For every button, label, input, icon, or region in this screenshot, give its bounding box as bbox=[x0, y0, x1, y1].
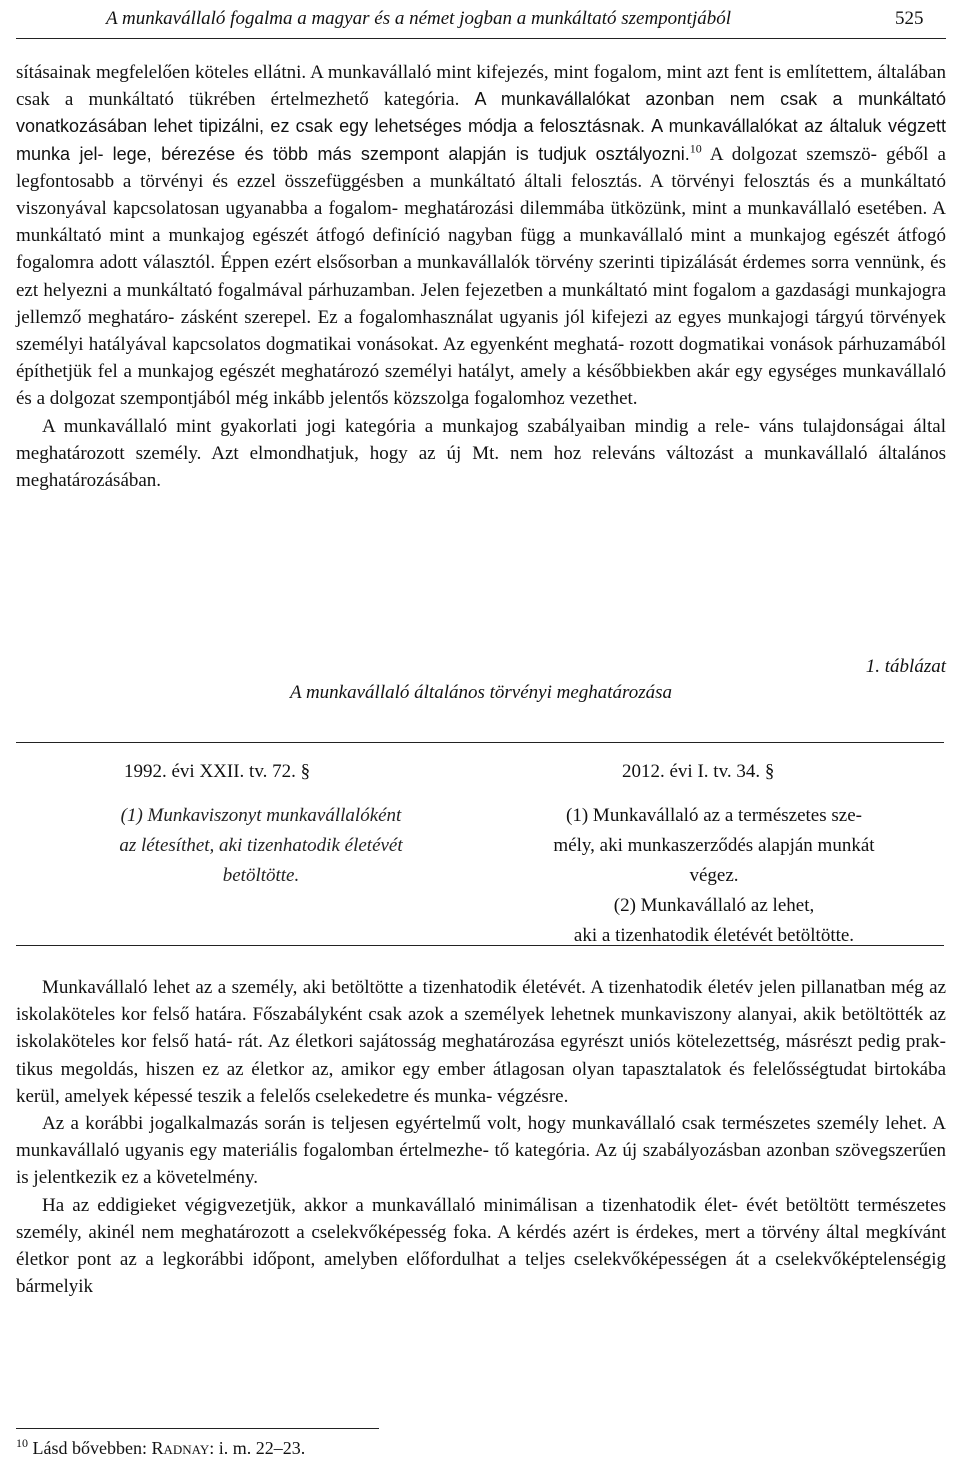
page-number: 525 bbox=[895, 8, 924, 29]
line: amelyben előfordulhat a teljes cselekvőképességen át a cselekvőképtelenségig bármelyik bbox=[16, 1249, 946, 1298]
table-cell-2012 bbox=[494, 801, 934, 951]
line: átfogó fogalomra adott választól. Éppen ezért elsősorban a munkavállalók törvény szerinti bbox=[16, 225, 947, 274]
line: releváns változást a munkavállaló általános meghatározásában. bbox=[16, 442, 946, 492]
body-text-bottom bbox=[16, 974, 946, 1300]
cell-line: mély, aki munkaszerződés alapján munkát bbox=[553, 835, 875, 856]
line: felelősségtudat birtokába kerül, amelyek képessé teszik a felelős cselekedetre és munka- bbox=[16, 1058, 947, 1107]
line: rozott dogmatikai vonások párhuzamából építhetjük fel a munkajog egészét meghatározó bbox=[16, 334, 946, 383]
table-header-1992: 1992. évi XXII. tv. 72. § bbox=[124, 761, 311, 782]
paragraph-5 bbox=[16, 1192, 946, 1301]
line: munkajog egészét átfogó definíció nagyban függ a munkavállaló mint a munkajog egészét bbox=[168, 225, 890, 247]
line: személyi hatályt, amely a későbbiekben akár egy egységes munkavállaló és a dolgozat bbox=[16, 361, 947, 410]
line: azt fent is említettem, általában csak a munkáltató tükrében értelmezhető kategória. bbox=[16, 62, 946, 111]
footnote-author: Radnay bbox=[151, 1438, 210, 1458]
line: A munkavállaló mint gyakorlati jogi kategória a munkajog szabályaiban mindig a rele- bbox=[42, 415, 750, 437]
cell-line: az létesíthet, aki tizenhatodik életévét bbox=[119, 835, 403, 856]
line: tő kategória. Az új szabályozásban azonban szövegszerűen is jelentkezik ez a követelmény. bbox=[16, 1140, 946, 1189]
line: lege, bérezése és több más szempont alapján is tudjuk osztályozni. bbox=[112, 143, 690, 164]
line: személyek lehetnek munkaviszony alanyai, akik betöltötték az iskolaköteles kor felső hatá- bbox=[16, 1004, 946, 1053]
running-title: A munkavállaló fogalma a magyar és a német jogban a munkáltató szempontjából bbox=[106, 8, 732, 29]
line: kérdés azért is érdekes, mert a törvény által megkívánt életkor pont az a legkorábbi időpont, bbox=[16, 1221, 946, 1271]
line: természetes személy lehet. A munkavállaló ugyanis egy materiális fogalomban értelmezhe- bbox=[16, 1113, 946, 1162]
cell-line: aki a tizenhatodik életévét betöltötte. bbox=[573, 925, 855, 946]
footnote-10 bbox=[16, 1438, 305, 1459]
cell-line: végez. bbox=[689, 865, 739, 886]
footnote-rule bbox=[16, 1428, 379, 1429]
cell-line: (1) Munkavállaló az a természetes sze- bbox=[566, 805, 862, 826]
table-caption-row bbox=[16, 682, 946, 710]
line: A dolgozat szemszö- bbox=[709, 143, 877, 165]
footnote-ref-text: : i. m. 22–23. bbox=[209, 1438, 306, 1458]
definition-table bbox=[16, 742, 944, 946]
line: végzésre. bbox=[497, 1085, 569, 1107]
footnote-ref[interactable]: 10 bbox=[689, 141, 702, 156]
body-text-top bbox=[16, 59, 946, 494]
footnote-number: 10 bbox=[16, 1436, 28, 1450]
paragraph-1 bbox=[16, 59, 946, 413]
line: Jelen fejezetben a munkáltató mint fogalom a gazdasági munkajogra jellemző meghatáro- bbox=[16, 279, 947, 328]
line: géből a legfontosabb a törvényi és ezzel összefüggésben a munkáltató általi felosztás. A bbox=[16, 143, 946, 192]
line: tikus megoldás, hiszen ez az életkor az, amikor egy ember átlagosan olyan tapasztalatok és bbox=[16, 1058, 745, 1080]
cell-line: (1) Munkaviszonyt munkavállalóként bbox=[120, 805, 402, 826]
line: meghatározási dilemmába ütközünk, mint a munkavállaló esetében. A munkáltató mint a bbox=[16, 198, 946, 247]
table-label-row bbox=[16, 656, 946, 684]
line: életév jelen pillanatban még az iskolaköteles kor felső határa. Főszabályként csak azok a bbox=[16, 977, 947, 1026]
table-caption: A munkavállaló általános törvényi meghatározása bbox=[289, 682, 673, 703]
running-header bbox=[0, 0, 960, 36]
line: rát. Az életkori sajátosság meghatározása egyrészt uniós kötelezettség, másrészt pedig prak- bbox=[238, 1031, 947, 1053]
line: törvények személyi hatályával kapcsolatos dogmatikai vonásokat. Az egyenként meghatá- bbox=[16, 306, 947, 356]
line: csak egy lehetséges módja a felosztásnak. bbox=[295, 116, 645, 137]
table-label: 1. táblázat bbox=[865, 656, 946, 677]
cell-line: (2) Munkavállaló az lehet, bbox=[613, 895, 815, 916]
line: Az a korábbi jogalkalmazás során is teljesen egyértelmű volt, hogy munkavállaló csak bbox=[42, 1113, 716, 1135]
line: sításainak megfelelően köteles ellátni. A munkavállaló mint kifejezés, mint fogalom, mint bbox=[16, 62, 702, 83]
line: Ha az eddigieket végigvezetjük, akkor a munkavállaló minimálisan a tizenhatodik élet- bbox=[42, 1194, 738, 1216]
footnote-text: Lásd bővebben: bbox=[32, 1438, 152, 1458]
line: A munkavállalókat az általuk végzett munka jel- bbox=[16, 116, 947, 164]
line: zásként szerepel. Ez a fogalomhasználat ugyanis jól kifejezi az egyes munkajogi tárgyú bbox=[180, 306, 864, 328]
table-header-2012: 2012. évi I. tv. 34. § bbox=[622, 761, 775, 782]
table-cell-1992 bbox=[56, 801, 466, 891]
cell-line: betöltötte. bbox=[222, 865, 300, 886]
line: törvényi felosztás és a munkáltató viszonyával kapcsolatosan ugyanabba a fogalom- bbox=[16, 170, 947, 220]
line: évét betöltött természetes személy, akinél nem meghatározott a cselekvőképesség foka. A bbox=[16, 1194, 947, 1243]
line: Munkavállaló lehet az a személy, aki betöltötte a tizenhatodik életévét. A tizenhatodik bbox=[42, 977, 703, 998]
line: tipizálását érdemes sorra vennünk, és ezt helyezni a munkáltató fogalmával párhuzamban. bbox=[16, 252, 947, 301]
line: szempontjából még inkább jelentős közszolga fogalomhoz vezethet. bbox=[119, 388, 638, 410]
paragraph-3 bbox=[16, 974, 946, 1110]
line: A munkavállalókat azonban nem csak a munkáltató vonatkozásában lehet tipizálni, ez bbox=[16, 89, 946, 137]
header-rule bbox=[16, 38, 946, 39]
line: váns tulajdonságai által meghatározott személy. Azt elmondhatjuk, hogy az új Mt. nem hoz bbox=[16, 415, 947, 464]
paragraph-4 bbox=[16, 1110, 946, 1192]
paragraph-2 bbox=[16, 413, 946, 495]
